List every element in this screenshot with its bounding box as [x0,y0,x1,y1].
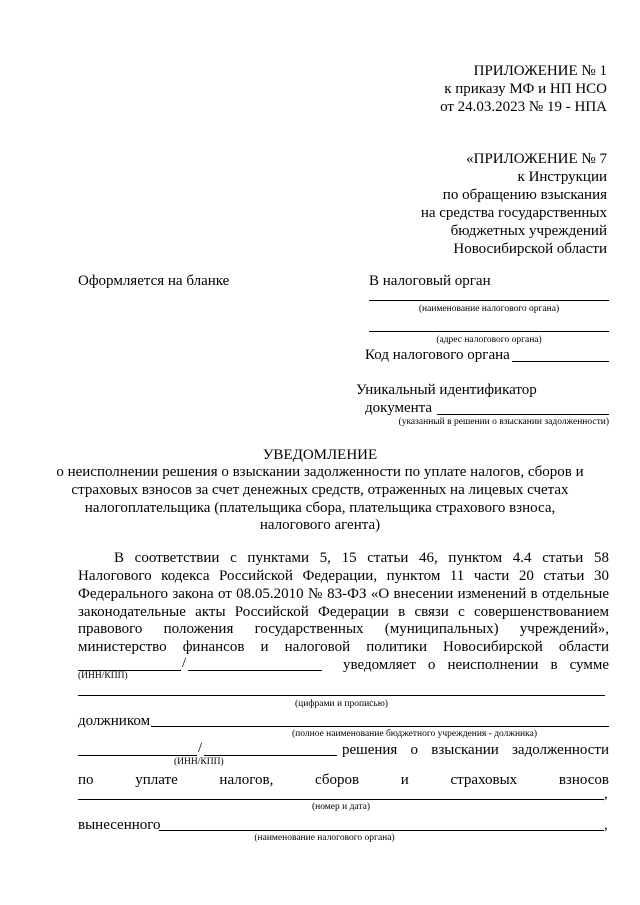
notice-title: УВЕДОМЛЕНИЕ [262,447,378,463]
caption-inn-2: (ИНН/КПП) [174,757,224,767]
blank-note: Оформляется на бланке [78,273,230,289]
caption-debtor: (полное наименование бюджетного учреждения - должника) [292,729,537,739]
caption-amount: (цифрами и прописью) [295,699,388,709]
appendix-7-title: «ПРИЛОЖЕНИЕ № 7 [466,151,607,167]
appendix-1-order: к приказу МФ и НП НСО [444,81,607,97]
tax-code-label: Код налогового органа [365,347,510,363]
decision-text: решения о взыскании задолженности [342,742,609,758]
uid-label-1: Уникальный идентификатор [356,382,537,398]
number-date-field[interactable] [78,799,604,800]
body-line-5: правового положения государственных (муниципальных) учреждений», [78,621,609,637]
appendix-7-line5: бюджетных учреждений [450,223,607,239]
slash-2: / [198,740,203,756]
notifies-text: уведомляет о неисполнении в сумме [343,657,609,673]
comma-2: , [604,817,608,833]
caption-tax-name-2: (наименование налогового органа) [254,833,395,843]
notice-subtitle-2: страховых взносов за счет денежных средств, отраженных на лицевых счетах [71,482,569,498]
appendix-1-date: от 24.03.2023 № 19 - НПА [440,99,607,115]
body-line-3: Федерального закона от 08.05.2010 № 83-ФЗ «О внесении изменений в отдельные [78,586,609,602]
tax-authority-name-field[interactable] [369,300,609,301]
to-tax-authority: В налоговый орган [369,273,491,289]
body-line-1: В соответствии с пунктами 5, 15 статьи 46, пунктом 4.4 статьи 58 [114,550,609,566]
debtor-label: должником [78,713,151,729]
tax-authority-address-field[interactable] [369,331,609,332]
inn-field-2[interactable] [78,755,197,756]
appendix-1-title: ПРИЛОЖЕНИЕ № 1 [473,63,607,79]
kpp-field-2[interactable] [204,755,337,756]
slash-1: / [182,655,187,671]
notice-subtitle-3: налогоплательщика (плательщика сбора, плательщика страхового взноса, [84,500,556,516]
comma-1: , [604,786,608,802]
notice-subtitle-4: налогового агента) [259,517,381,533]
uid-label-2: документа [365,400,433,416]
caption-uid: (указанный в решении о взыскании задолженности) [398,417,609,427]
appendix-7-line3: по обращению взыскания [442,187,607,203]
issued-label: вынесенного [78,817,161,833]
appendix-7-line2: к Инструкции [517,169,607,185]
kpp-field-1[interactable] [188,670,322,671]
caption-tax-name: (наименование налогового органа) [418,304,560,314]
issued-by-field[interactable] [159,830,604,831]
caption-inn-1: (ИНН/КПП) [78,671,128,681]
uid-field[interactable] [437,414,609,415]
body-line-2: Налогового кодекса Российской Федерации, пунктом 11 части 20 статьи 30 [78,568,609,584]
caption-number-date: (номер и дата) [311,802,371,812]
taxes-text: по уплате налогов, сборов и страховых взносов [78,772,609,788]
caption-tax-address: (адрес налогового органа) [436,335,542,345]
body-line-4: законодательные акты Российской Федерации в связи с совершенствованием [78,604,609,620]
debtor-field[interactable] [151,726,609,727]
appendix-7-line4: на средства государственных [420,205,607,221]
body-line-6: министерство финансов и налоговой политики Новосибирской области [78,639,609,655]
appendix-7-line6: Новосибирской области [453,241,607,257]
amount-field[interactable] [78,695,605,696]
tax-code-field[interactable] [512,361,609,362]
notice-subtitle-1: о неисполнении решения о взыскании задолженности по уплате налогов, сборов и [56,464,584,480]
